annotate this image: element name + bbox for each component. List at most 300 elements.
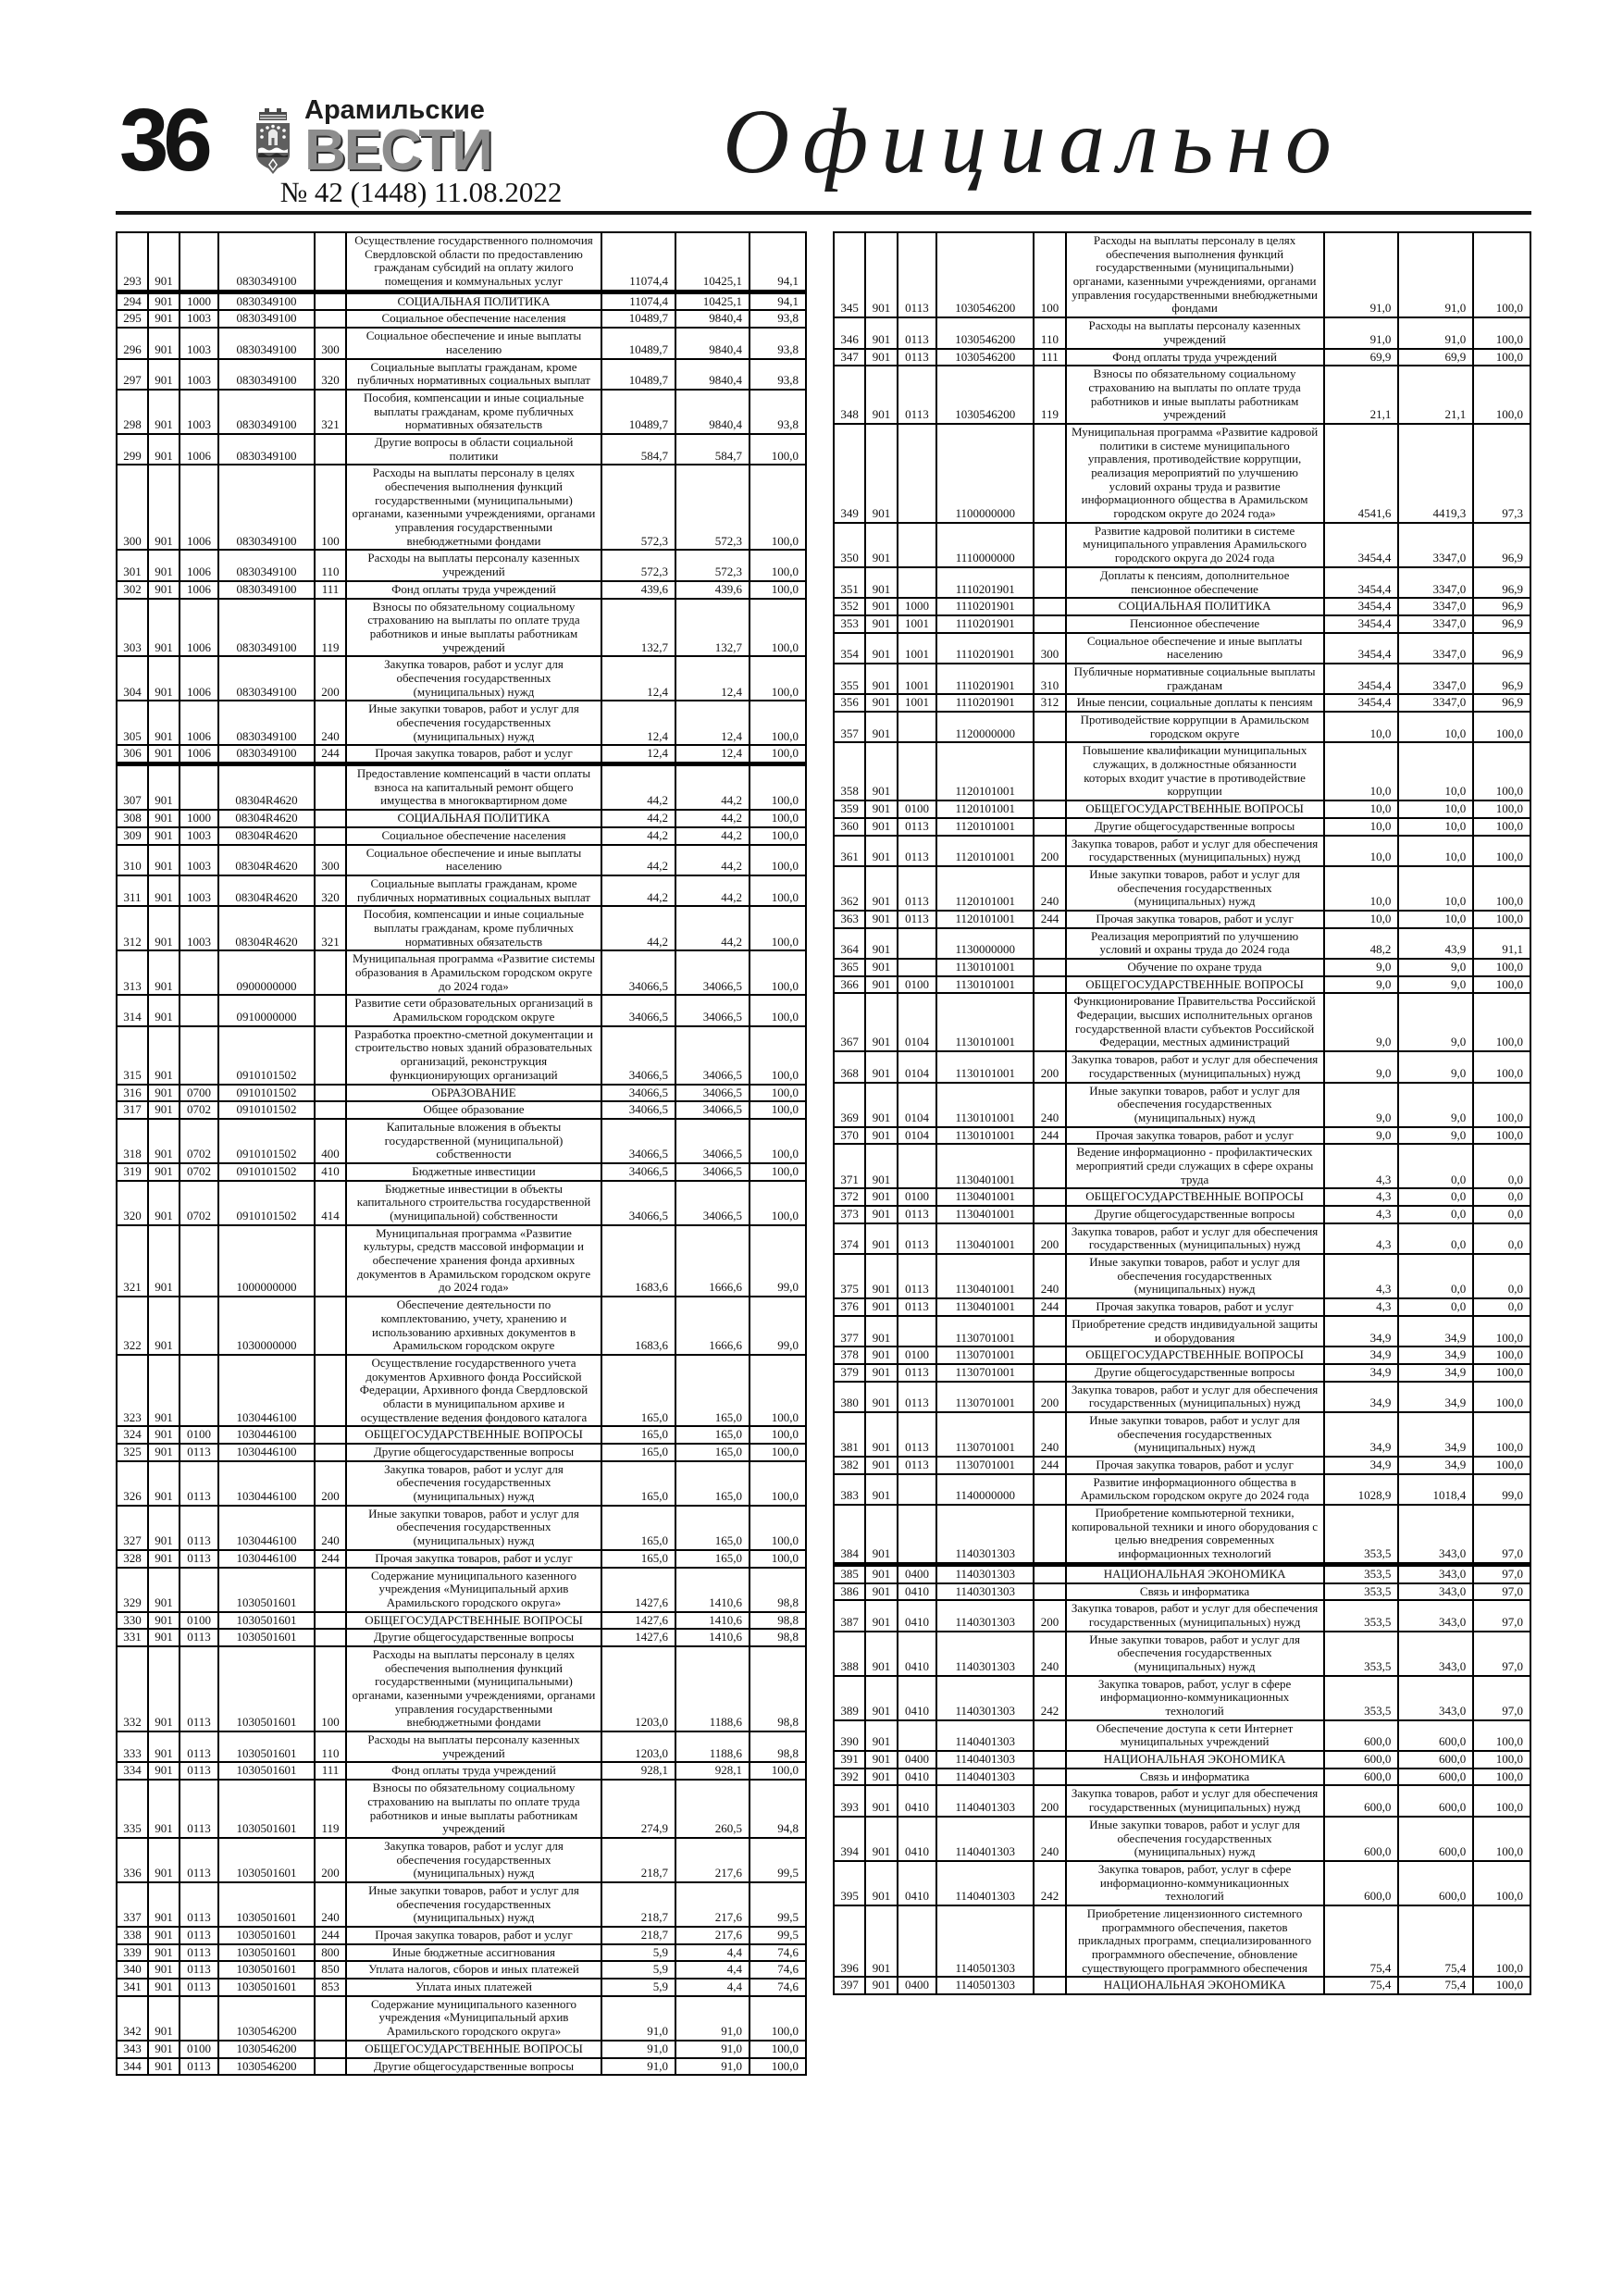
expense-type-cell: 853 [315,1979,346,1996]
approved-amount-cell: 274,9 [601,1780,675,1838]
executed-amount-cell: 10,0 [1398,800,1473,818]
table-row [834,1564,1530,1582]
row-number-cell: 294 [117,292,148,310]
target-article-cell: 1030546200 [936,317,1034,348]
row-number-cell: 334 [117,1762,148,1780]
expense-name-cell: ОБЩЕГОСУДАРСТВЕННЫЕ ВОПРОСЫ [1066,976,1324,994]
percent-cell: 99,0 [750,1297,806,1355]
approved-amount-cell: 1683,6 [601,1297,675,1355]
table-row [117,1882,806,1927]
executed-amount-cell: 165,0 [675,1461,750,1506]
executed-amount-cell: 1410,6 [675,1612,750,1630]
row-number-cell: 374 [834,1223,865,1254]
grbs-code-cell: 901 [865,317,897,348]
executed-amount-cell: 4,4 [675,1979,750,1996]
executed-amount-cell: 600,0 [1398,1817,1473,1861]
table-row [117,810,806,827]
target-article-cell: 1100000000 [936,424,1034,523]
grbs-code-cell: 901 [865,1254,897,1298]
approved-amount-cell: 10,0 [1324,836,1399,866]
percent-cell: 98,8 [750,1629,806,1646]
row-number-cell: 336 [117,1838,148,1882]
executed-amount-cell: 34066,5 [675,950,750,995]
approved-amount-cell: 34,9 [1324,1457,1399,1474]
approved-amount-cell: 584,7 [601,434,675,465]
expense-name-cell: Закупка товаров, работ и услуг для обеспечения государственных (муниципальных) нужд [1066,1051,1324,1082]
expense-type-cell: 110 [1034,317,1065,348]
executed-amount-cell: 9,0 [1398,1083,1473,1127]
expense-type-cell [315,1612,346,1630]
expense-type-cell: 321 [315,390,346,434]
row-number-cell: 384 [834,1505,865,1564]
percent-cell: 74,6 [750,1979,806,1996]
expense-name-cell: Публичные нормативные социальные выплаты гражданам [1066,664,1324,694]
table-row [117,1961,806,1979]
target-article-cell: 0830349100 [218,465,315,550]
table-row [117,701,806,745]
percent-cell: 99,5 [750,1838,806,1882]
section-code-cell: 0113 [898,1298,936,1316]
percent-cell: 97,0 [1473,1583,1530,1601]
executed-amount-cell: 3347,0 [1398,664,1473,694]
expense-name-cell: НАЦИОНАЛЬНАЯ ЭКОНОМИКА [1066,1977,1324,1994]
grbs-code-cell: 901 [865,366,897,424]
percent-cell: 93,8 [750,359,806,390]
percent-cell: 100,0 [750,764,806,811]
percent-cell: 100,0 [750,2058,806,2076]
executed-amount-cell: 75,4 [1398,1905,1473,1977]
approved-amount-cell: 600,0 [1324,1720,1399,1751]
expense-type-cell [315,810,346,827]
section-code-cell: 0113 [898,1223,936,1254]
expense-type-cell: 119 [315,1780,346,1838]
row-number-cell: 367 [834,993,865,1051]
expense-name-cell: Осуществление государственного учета документов Архивного фонда Российской Федерации, Архивного фонда Свердловской области в муниципальном архиве и осуществление ведения фондового каталога [346,1355,601,1426]
executed-amount-cell: 217,6 [675,1882,750,1927]
section-code-cell: 0100 [898,800,936,818]
row-number-cell: 293 [117,232,148,292]
expense-name-cell: Предоставление компенсаций в части оплаты взноса на капитальный ремонт общего имущества в многоквартирном доме [346,764,601,811]
expense-type-cell: 300 [315,328,346,358]
approved-amount-cell: 353,5 [1324,1676,1399,1720]
expense-type-cell: 119 [315,599,346,657]
target-article-cell: 1030501601 [218,1882,315,1927]
executed-amount-cell: 217,6 [675,1838,750,1882]
percent-cell: 97,0 [1473,1600,1530,1631]
row-number-cell: 316 [117,1085,148,1102]
section-code-cell: 0113 [180,1444,218,1461]
row-number-cell: 362 [834,866,865,911]
grbs-code-cell: 901 [865,1051,897,1082]
expense-name-cell: Социальное обеспечение населения [346,310,601,328]
expense-name-cell: Расходы на выплаты персоналу в целях обеспечения выполнения функций государственными (муниципальными) органами, казенными учреждениями, органами управления государственными внебюджетными фондами [1066,232,1324,317]
row-number-cell: 340 [117,1961,148,1979]
grbs-code-cell: 901 [148,764,180,811]
executed-amount-cell: 572,3 [675,550,750,580]
approved-amount-cell: 1427,6 [601,1629,675,1646]
expense-type-cell: 111 [315,1762,346,1780]
expense-type-cell: 321 [315,906,346,950]
expense-name-cell: Расходы на выплаты персоналу в целях обеспечения выполнения функций государственными (муниципальными) органами, казенными учреждениями, органами управления государственными внебюджетными фондами [346,465,601,550]
target-article-cell: 1110201901 [936,615,1034,633]
expense-name-cell: Социальное обеспечение и иные выплаты населению [346,328,601,358]
approved-amount-cell: 44,2 [601,827,675,845]
expense-name-cell: Обучение по охране труда [1066,959,1324,976]
row-number-cell: 296 [117,328,148,358]
expense-name-cell: Иные закупки товаров, работ и услуг для обеспечения государственных (муниципальных) нужд [1066,1632,1324,1676]
approved-amount-cell: 34,9 [1324,1316,1399,1347]
expense-type-cell [1034,712,1065,742]
approved-amount-cell: 3454,4 [1324,598,1399,615]
section-code-cell: 0113 [898,1457,936,1474]
expense-name-cell: Расходы на выплаты персоналу казенных учреждений [1066,317,1324,348]
section-code-cell: 0113 [180,1731,218,1762]
approved-amount-cell: 165,0 [601,1426,675,1444]
section-code-cell: 0113 [898,911,936,928]
approved-amount-cell: 34066,5 [601,950,675,995]
percent-cell: 97,0 [1473,1632,1530,1676]
section-code-cell: 0113 [898,866,936,911]
section-code-cell: 0113 [898,317,936,348]
executed-amount-cell: 600,0 [1398,1769,1473,1786]
executed-amount-cell: 34066,5 [675,1026,750,1085]
grbs-code-cell: 901 [865,1457,897,1474]
approved-amount-cell: 4,3 [1324,1223,1399,1254]
approved-amount-cell: 34066,5 [601,1026,675,1085]
executed-amount-cell: 10,0 [1398,866,1473,911]
executed-amount-cell: 9,0 [1398,976,1473,994]
percent-cell: 96,9 [1473,598,1530,615]
percent-cell: 100,0 [750,995,806,1025]
section-code-cell [898,742,936,800]
approved-amount-cell: 34,9 [1324,1382,1399,1412]
section-code-cell [180,1026,218,1085]
expense-type-cell: 200 [1034,1600,1065,1631]
percent-cell: 100,0 [1473,959,1530,976]
executed-amount-cell: 34,9 [1398,1412,1473,1457]
target-article-cell: 1140301303 [936,1632,1034,1676]
section-code-cell [898,959,936,976]
grbs-code-cell: 901 [865,1769,897,1786]
section-code-cell [898,567,936,598]
expense-name-cell: Закупка товаров, работ и услуг для обеспечения государственных (муниципальных) нужд [1066,1382,1324,1412]
percent-cell: 100,0 [750,599,806,657]
table-row [834,1051,1530,1082]
target-article-cell: 1030501601 [218,1961,315,1979]
target-article-cell: 0830349100 [218,310,315,328]
approved-amount-cell: 928,1 [601,1762,675,1780]
section-code-cell [180,995,218,1025]
table-row [117,1119,806,1163]
approved-amount-cell: 48,2 [1324,928,1399,959]
row-number-cell: 379 [834,1364,865,1382]
grbs-code-cell: 901 [148,950,180,995]
executed-amount-cell: 600,0 [1398,1751,1473,1769]
grbs-code-cell: 901 [148,1225,180,1297]
table-row [117,1355,806,1426]
grbs-code-cell: 901 [148,292,180,310]
target-article-cell: 08304R4620 [218,845,315,875]
row-number-cell: 324 [117,1426,148,1444]
section-code-cell [898,1474,936,1505]
target-article-cell: 1000000000 [218,1225,315,1297]
table-row [117,1297,806,1355]
grbs-code-cell: 901 [865,1785,897,1816]
approved-amount-cell: 218,7 [601,1882,675,1927]
approved-amount-cell: 132,7 [601,599,675,657]
percent-cell: 93,8 [750,390,806,434]
target-article-cell: 0910101502 [218,1085,315,1102]
expense-name-cell: Закупка товаров, работ и услуг для обеспечения государственных (муниципальных) нужд [346,1838,601,1882]
expense-type-cell: 242 [1034,1676,1065,1720]
section-code-cell: 0410 [898,1583,936,1601]
target-article-cell: 1130401001 [936,1206,1034,1223]
target-article-cell: 1030546200 [218,1996,315,2041]
expense-name-cell: Повышение квалификации муниципальных служащих, в должностные обязанности которых входит участие в противодействие коррупции [1066,742,1324,800]
executed-amount-cell: 0,0 [1398,1206,1473,1223]
percent-cell: 99,5 [750,1927,806,1944]
executed-amount-cell: 0,0 [1398,1223,1473,1254]
expense-name-cell: Взносы по обязательному социальному страхованию на выплаты по оплате труда работников и иные выплаты работникам учреждений [346,599,601,657]
table-row [117,1780,806,1838]
table-row [117,1506,806,1550]
grbs-code-cell: 901 [148,1426,180,1444]
grbs-code-cell: 901 [148,906,180,950]
expense-type-cell [1034,1347,1065,1364]
expense-name-cell: Другие общегосударственные вопросы [346,1629,601,1646]
grbs-code-cell: 901 [148,1731,180,1762]
row-number-cell: 305 [117,701,148,745]
percent-cell: 100,0 [750,1101,806,1119]
approved-amount-cell: 69,9 [1324,349,1399,366]
expense-type-cell [315,292,346,310]
grbs-code-cell: 901 [865,1600,897,1631]
approved-amount-cell: 353,5 [1324,1632,1399,1676]
section-code-cell: 0410 [898,1632,936,1676]
expense-type-cell [1034,928,1065,959]
section-code-cell: 0113 [180,1979,218,1996]
percent-cell: 100,0 [750,701,806,745]
expense-type-cell: 200 [1034,1785,1065,1816]
table-row [834,598,1530,615]
expense-name-cell: ОБЩЕГОСУДАРСТВЕННЫЕ ВОПРОСЫ [346,1426,601,1444]
percent-cell: 99,5 [750,1882,806,1927]
percent-cell: 100,0 [1473,712,1530,742]
table-row [117,1927,806,1944]
percent-cell: 100,0 [1473,836,1530,866]
table-row [117,1838,806,1882]
percent-cell: 0,0 [1473,1254,1530,1298]
executed-amount-cell: 10425,1 [675,232,750,292]
expense-type-cell [1034,1751,1065,1769]
percent-cell: 0,0 [1473,1206,1530,1223]
grbs-code-cell: 901 [865,523,897,567]
expense-name-cell: Связь и информатика [1066,1769,1324,1786]
expense-type-cell: 110 [315,1731,346,1762]
table-row [834,993,1530,1051]
table-row [834,928,1530,959]
executed-amount-cell: 4,4 [675,1961,750,1979]
expense-name-cell: Функционирование Правительства Российской Федерации, высших исполнительных органов государственной власти субъектов Российской Федерации, местных администраций [1066,993,1324,1051]
percent-cell: 0,0 [1473,1188,1530,1206]
expense-name-cell: Социальные выплаты гражданам, кроме публичных нормативных социальных выплат [346,875,601,906]
expense-type-cell: 240 [1034,1632,1065,1676]
expense-type-cell: 110 [315,550,346,580]
target-article-cell: 1110000000 [936,523,1034,567]
expense-name-cell: Содержание муниципального казенного учреждения «Муниципальный архив Арамильского городского округа» [346,1568,601,1612]
percent-cell: 0,0 [1473,1298,1530,1316]
approved-amount-cell: 10,0 [1324,800,1399,818]
section-code-cell: 0100 [180,1612,218,1630]
expense-name-cell: Реализация мероприятий по улучшению условий и охраны труда до 2024 года [1066,928,1324,959]
expense-name-cell: Прочая закупка товаров, работ и услуг [346,1550,601,1568]
approved-amount-cell: 12,4 [601,656,675,701]
target-article-cell: 08304R4620 [218,875,315,906]
executed-amount-cell: 34,9 [1398,1457,1473,1474]
section-code-cell: 0104 [898,1127,936,1145]
table-row [834,800,1530,818]
target-article-cell: 1110201901 [936,567,1034,598]
grbs-code-cell: 901 [148,550,180,580]
executed-amount-cell: 343,0 [1398,1564,1473,1582]
section-code-cell: 0410 [898,1676,936,1720]
percent-cell: 100,0 [750,434,806,465]
executed-amount-cell: 1410,6 [675,1629,750,1646]
expense-type-cell [315,232,346,292]
executed-amount-cell: 34,9 [1398,1382,1473,1412]
section-code-cell: 0113 [180,1838,218,1882]
table-row [834,1817,1530,1861]
expense-name-cell: Приобретение средств индивидуальной защиты и оборудования [1066,1316,1324,1347]
approved-amount-cell: 91,0 [601,2041,675,2058]
table-row [117,581,806,599]
executed-amount-cell: 44,2 [675,875,750,906]
grbs-code-cell: 901 [865,1720,897,1751]
row-number-cell: 395 [834,1861,865,1905]
target-article-cell: 1130401001 [936,1188,1034,1206]
row-number-cell: 304 [117,656,148,701]
expense-name-cell: Иные закупки товаров, работ и услуг для обеспечения государственных (муниципальных) нужд [1066,1412,1324,1457]
section-code-cell: 1000 [898,598,936,615]
grbs-code-cell: 901 [148,1444,180,1461]
target-article-cell: 1140301303 [936,1564,1034,1582]
table-row [834,523,1530,567]
expense-name-cell: Закупка товаров, работ и услуг для обеспечения государственных (муниципальных) нужд [346,1461,601,1506]
expense-name-cell: Закупка товаров, работ и услуг для обеспечения государственных (муниципальных) нужд [1066,836,1324,866]
approved-amount-cell: 75,4 [1324,1905,1399,1977]
approved-amount-cell: 91,0 [601,1996,675,2041]
row-number-cell: 350 [834,523,865,567]
table-row [834,1364,1530,1382]
row-number-cell: 335 [117,1780,148,1838]
section-code-cell [180,1297,218,1355]
expense-type-cell [1034,1583,1065,1601]
grbs-code-cell: 901 [865,800,897,818]
expense-name-cell: ОБЩЕГОСУДАРСТВЕННЫЕ ВОПРОСЫ [346,2041,601,2058]
expense-type-cell: 410 [315,1163,346,1181]
percent-cell: 100,0 [1473,349,1530,366]
approved-amount-cell: 10489,7 [601,390,675,434]
percent-cell: 100,0 [1473,1785,1530,1816]
grbs-code-cell: 901 [148,1568,180,1612]
approved-amount-cell: 3454,4 [1324,664,1399,694]
expense-name-cell: Прочая закупка товаров, работ и услуг [1066,911,1324,928]
expense-type-cell: 240 [1034,1083,1065,1127]
grbs-code-cell: 901 [148,465,180,550]
expense-name-cell: Бюджетные инвестиции в объекты капитального строительства государственной (муниципальной) собственности [346,1181,601,1225]
expense-name-cell: Обеспечение доступа к сети Интернет муниципальных учреждений [1066,1720,1324,1751]
approved-amount-cell: 3454,4 [1324,615,1399,633]
budget-table-right [833,231,1531,1995]
grbs-code-cell: 901 [865,1188,897,1206]
approved-amount-cell: 11074,4 [601,232,675,292]
expense-type-cell [1034,742,1065,800]
section-code-cell: 0104 [898,1051,936,1082]
percent-cell: 100,0 [1473,232,1530,317]
table-row [117,1026,806,1085]
target-article-cell: 0910101502 [218,1119,315,1163]
expense-type-cell: 111 [1034,349,1065,366]
percent-cell: 100,0 [1473,1083,1530,1127]
expense-type-cell [1034,993,1065,1051]
approved-amount-cell: 3454,4 [1324,523,1399,567]
percent-cell: 100,0 [1473,800,1530,818]
section-code-cell: 1003 [180,906,218,950]
expense-type-cell [1034,818,1065,836]
grbs-code-cell: 901 [148,310,180,328]
grbs-code-cell: 901 [865,664,897,694]
approved-amount-cell: 600,0 [1324,1751,1399,1769]
expense-type-cell: 100 [1034,232,1065,317]
expense-type-cell: 240 [315,701,346,745]
section-code-cell [898,1720,936,1751]
expense-type-cell [315,995,346,1025]
row-number-cell: 302 [117,581,148,599]
approved-amount-cell: 34,9 [1324,1347,1399,1364]
grbs-code-cell: 901 [148,359,180,390]
executed-amount-cell: 0,0 [1398,1188,1473,1206]
table-row [117,359,806,390]
executed-amount-cell: 69,9 [1398,349,1473,366]
expense-type-cell [1034,567,1065,598]
percent-cell: 96,9 [1473,615,1530,633]
target-article-cell: 1030446100 [218,1506,315,1550]
section-code-cell: 0400 [898,1751,936,1769]
executed-amount-cell: 21,1 [1398,366,1473,424]
row-number-cell: 321 [117,1225,148,1297]
row-number-cell: 313 [117,950,148,995]
section-code-cell: 0702 [180,1181,218,1225]
approved-amount-cell: 91,0 [1324,317,1399,348]
target-article-cell: 1140301303 [936,1505,1034,1564]
section-code-cell: 1006 [180,434,218,465]
expense-type-cell [1034,1188,1065,1206]
approved-amount-cell: 9,0 [1324,993,1399,1051]
table-row [834,1632,1530,1676]
grbs-code-cell: 901 [865,1583,897,1601]
row-number-cell: 345 [834,232,865,317]
newspaper-brand [304,95,491,183]
executed-amount-cell: 9840,4 [675,390,750,434]
grbs-code-cell: 901 [865,928,897,959]
table-row [117,232,806,292]
row-number-cell: 370 [834,1127,865,1145]
section-code-cell: 1003 [180,390,218,434]
row-number-cell: 387 [834,1600,865,1631]
expense-type-cell: 100 [315,1646,346,1731]
row-number-cell: 375 [834,1254,865,1298]
expense-name-cell: Ведение информационно - профилактических мероприятий среди служащих в сфере охраны труда [1066,1144,1324,1188]
